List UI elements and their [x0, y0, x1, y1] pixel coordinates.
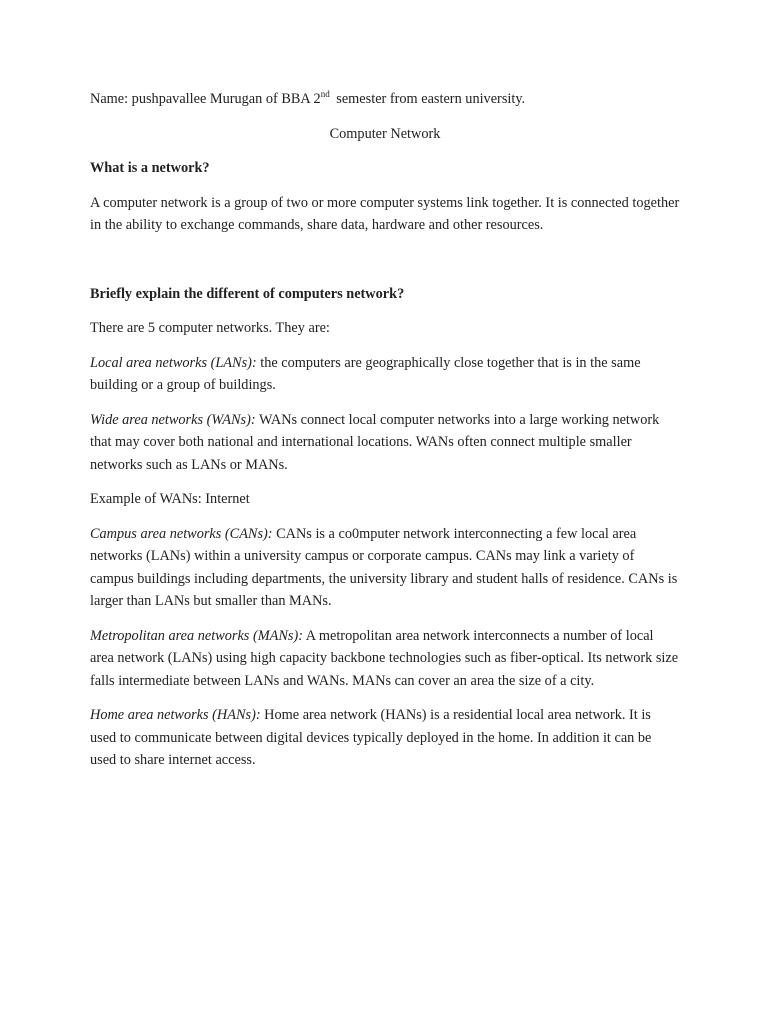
lan-term: Local area networks (LANs):: [90, 354, 257, 371]
author-name-suffix: semester from eastern university.: [332, 91, 526, 107]
document-title: Computer Network: [329, 125, 441, 142]
han-term: Home area networks (HANs):: [90, 707, 261, 723]
section-heading-network: What is a network?: [90, 160, 210, 176]
author-ordinal-suffix: nd: [320, 89, 330, 99]
spacer: [90, 249, 680, 283]
can-term: Campus area networks (CANs):: [90, 525, 273, 542]
section-heading-types: Briefly explain the different of computers network?: [90, 285, 405, 302]
document-body: [90, 88, 680, 784]
can-text: CANs is a co0mputer network interconnecting a few local area networks (LANs) within a university campus or corporate campus. CANs may link a variety of campus buildings including departments, the university library and student halls of residence. CANs is larger than LANs but smaller than MANs.: [90, 525, 678, 609]
author-name-prefix: Name: pushpavallee Murugan of BBA 2: [90, 91, 321, 107]
wan-text: WANs connect local computer networks into a large working network that may cover both national and international locations. WANs often connect multiple smaller networks such as LANs or MANs.: [90, 411, 660, 473]
types-intro: There are 5 computer networks. They are:: [90, 320, 330, 336]
man-paragraph: [90, 625, 680, 693]
man-term: Metropolitan area networks (MANs):: [90, 627, 303, 644]
man-text: A metropolitan area network interconnects a number of local area network (LANs) using high capacity backbone technologies such as fiber-optical. Its network size falls intermediate between LANs and WANs. MANs can cover an area the size of a city.: [90, 627, 679, 689]
author-line: [90, 88, 680, 111]
wan-term: Wide area networks (WANs):: [90, 411, 256, 428]
han-text: Home area network (HANs) is a residential local area network. It is used to communicate between digital devices typically deployed in the home. In addition it can be used to share internet access.: [90, 707, 652, 768]
lan-text: the computers are geographically close together that is in the same building or a group of buildings.: [90, 354, 641, 393]
can-paragraph: [90, 523, 680, 613]
wan-example: Example of WANs: Internet: [90, 491, 250, 507]
lan-paragraph: [90, 352, 680, 397]
wan-paragraph: [90, 409, 680, 477]
han-paragraph: [90, 704, 680, 772]
network-definition: A computer network is a group of two or more computer systems link together. It is connected together in the ability to exchange commands, share data, hardware and other resources.: [90, 194, 680, 233]
